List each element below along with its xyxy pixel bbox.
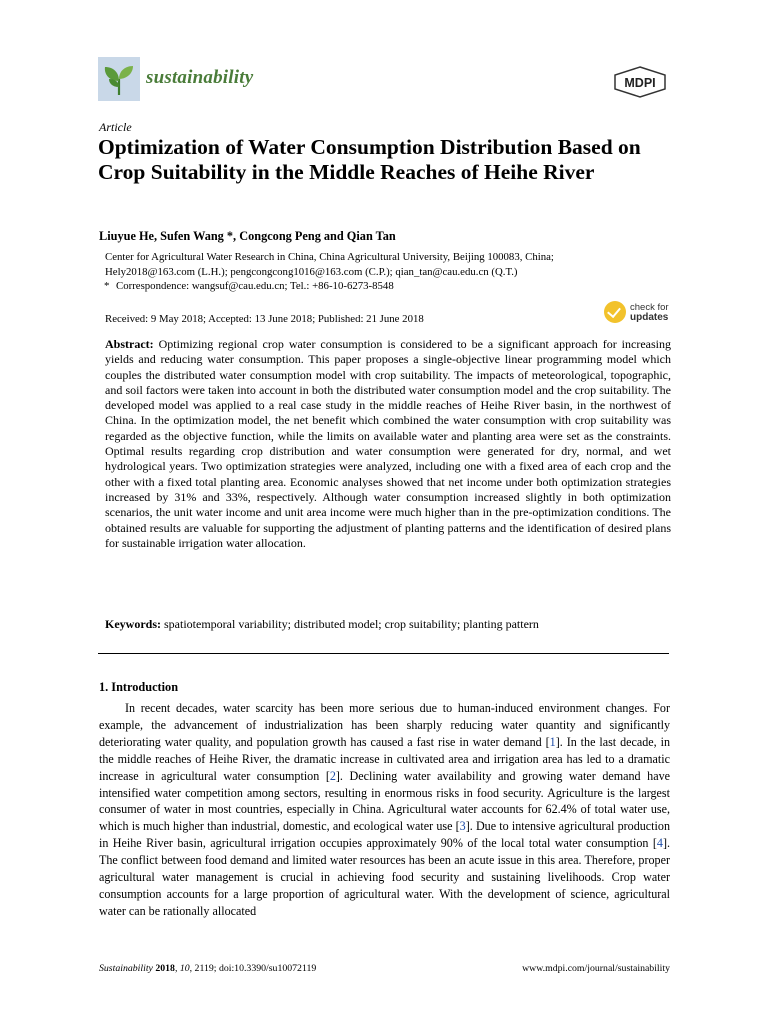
keywords-text: spatiotemporal variability; distributed model; crop suitability; planting pattern — [164, 617, 539, 631]
footer-citation: Sustainability 2018, 10, 2119; doi:10.3390/su10072119 — [99, 963, 317, 974]
affiliation — [105, 250, 675, 280]
footer-url[interactable]: www.mdpi.com/journal/sustainability — [522, 963, 670, 974]
abstract-label: Abstract: — [105, 337, 154, 351]
mdpi-logo-icon — [612, 66, 668, 98]
footer-journal: Sustainability — [99, 963, 153, 974]
check-for-updates-badge[interactable] — [604, 301, 676, 325]
section-divider — [98, 653, 669, 654]
affiliation-line-2: Hely2018@163.com (L.H.); pengcongcong1016@163.com (C.P.); qian_tan@cau.edu.cn (Q.T.) — [105, 266, 518, 278]
correspondence-marker: * — [104, 280, 110, 292]
svg-text:MDPI: MDPI — [624, 76, 656, 90]
citation-link[interactable]: 1 — [549, 734, 556, 749]
sprout-icon — [98, 57, 140, 101]
correspondence-text: Correspondence: wangsuf@cau.edu.cn; Tel.: +86-10-6273-8548 — [116, 280, 394, 292]
author-list: Liuyue He, Sufen Wang *, Congcong Peng and Qian Tan — [99, 229, 396, 243]
publication-dates: Received: 9 May 2018; Accepted: 13 June 2018; Published: 21 June 2018 — [105, 313, 424, 325]
check-for-label: check for — [630, 302, 669, 313]
mdpi-logo — [612, 66, 668, 98]
citation-link[interactable]: 3 — [459, 819, 466, 834]
keywords-label: Keywords: — [105, 617, 161, 631]
correspondence — [105, 280, 394, 292]
citation-link[interactable]: 2 — [329, 768, 336, 783]
introduction-body — [99, 700, 670, 920]
footer-volume: 10 — [179, 963, 190, 974]
paper-title: Optimization of Water Consumption Distribution Based on Crop Suitability in the Middle Reaches of Heihe River — [98, 135, 641, 184]
footer-year: 2018 — [155, 963, 175, 974]
updates-label: updates — [630, 312, 669, 323]
journal-logo — [98, 57, 140, 101]
article-type: Article — [99, 120, 132, 134]
introduction-paragraph: In recent decades, water scarcity has been more serious due to human-induced environment changes. For example, the advancement of industrialization has been sharply reducing water quantity and significantly deteriorating water quality, and population growth has caused a fast rise in water demand [1]. In the last decade, in the middle reaches of Heihe River, the dramatic increase in cultivated area and irrigation area has led to a dramatic increase in agricultural water consumption [2]. Declining water availability and growing water demand have intensified water competition among sectors, resulting in enormous risks in food security. Agriculture is the largest consumer of water in most countries, especially in China. Agricultural water accounts for 62.4% of total water use, which is much higher than industrial, domestic, and ecological water use [3]. Due to intensive agricultural production in Heihe River basin, agricultural irrigation occupies approximately 90% of the local total water consumption [4]. The conflict between food demand and limited water resources has been an acute issue in this area. Therefore, proper agricultural water management is crucial in achieving food security and sustaining livelihoods. Crop water consumption accounts for a large proportion of agricultural water. With the development of science, agricultural water can be rationally allocated — [99, 701, 670, 918]
footer-doi: , 2119; doi:10.3390/su10072119 — [189, 963, 317, 974]
abstract — [105, 337, 671, 551]
citation-link[interactable]: 4 — [656, 836, 663, 851]
keywords — [105, 617, 671, 632]
section-heading-introduction: 1. Introduction — [99, 680, 179, 694]
journal-name: sustainability — [146, 67, 254, 88]
abstract-text: Optimizing regional crop water consumption is considered to be a significant approach for increasing yields and reducing water consumption. This paper proposes a single-objective linear programming model which couples the distributed water consumption model with crop suitability. The impacts of meteorological, topographic, and soil factors were taken into account in both the distributed water consumption model and the crop suitability. The developed model was applied to a real case study in the middle reaches of Heihe River basin, in the northwest of China. In the optimization model, the net benefit which combined the water consumption with crop suitability was regarded as the objective function, while the limits on available water and planting area were set as the constraints. Optimal results regarding crop distribution and water consumption were generated for dry, normal, and wet hydrological years. Two optimization strategies were analyzed, including one with a fixed area of each crop and the other with a fixed total planting area. Economic analyses showed that net income under both optimization strategies increased by 31% and 33%, respectively. Although water consumption increased slightly in both optimization scenarios, the unit water income and unit area income were much higher than in the pre-optimization conditions. The obtained results are valuable for supporting the adjustment of planting patterns and the identification of desired plans for sustainable irrigation water allocation. — [105, 337, 671, 550]
checkmark-icon — [604, 301, 626, 323]
affiliation-line-1: Center for Agricultural Water Research in China, China Agricultural University, Beijing 100083, China; — [105, 251, 554, 263]
